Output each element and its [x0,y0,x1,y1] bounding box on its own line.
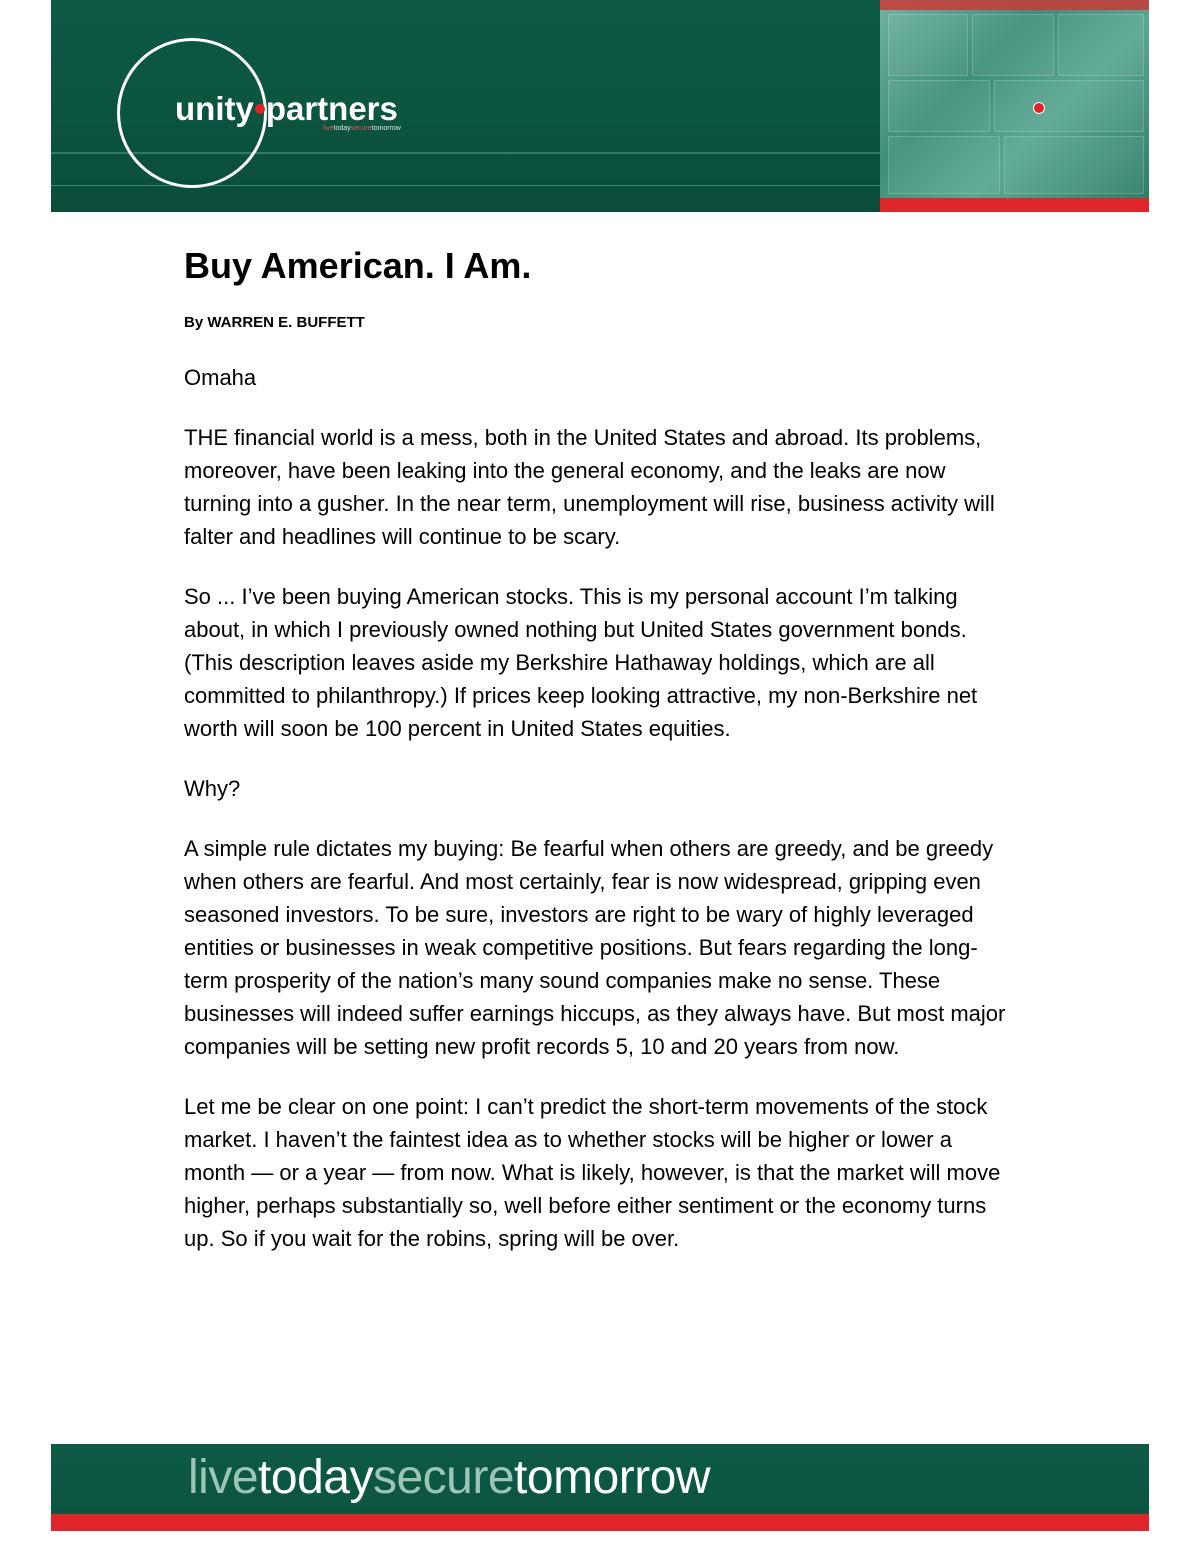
logo-tagline [323,125,401,132]
photo-tile [888,14,968,76]
header-banner [51,0,1149,212]
photo-tile [1004,136,1144,194]
logo-tagline-secure: secure [350,125,372,132]
article-paragraph: A simple rule dictates my buying: Be fearful when others are greedy, and be greedy when others are fearful. And most certainly, fear is now widespread, gripping even seasoned investors. To be sure, investors are right to be wary of highly leveraged entities or businesses in weak competitive positions. But fears regarding the long-term prosperity of the nation’s many sound companies make no sense. These businesses will indeed suffer earnings hiccups, as they always have. But most major companies will be setting new profit records 5, 10 and 20 years from now. [184,836,1006,1059]
footer-tagline-tomorrow: tomorrow [514,1451,711,1504]
article-title: Buy American. I Am. [184,245,532,286]
article-paragraph: THE financial world is a mess, both in the United States and abroad. Its problems, moreover, have been leaking into the general economy, and the leaks are now turning into a gusher. In the near term, unemployment will rise, business activity will falter and headlines will continue to be scary. [184,425,995,549]
logo-tagline-today: today [333,125,351,132]
logo-wordmark [175,90,398,128]
article-paragraph: Why? [184,776,241,801]
logo-tagline-live: live [323,125,334,132]
photo-tile [972,14,1054,76]
logo-dot-icon [255,104,265,114]
photo-tile [888,136,1000,194]
article-byline: By WARREN E. BUFFETT [184,314,365,331]
logo-tagline-tomorrow: tomorrow [371,125,401,132]
footer-tagline [188,1448,710,1508]
footer-tagline-today: today [258,1451,373,1504]
photo-bottom-accent [880,198,1149,212]
logo-word-unity: unity [175,90,254,127]
photo-tile [888,80,990,132]
article-paragraph: Let me be clear on one point: I can’t predict the short-term movements of the stock market. I haven’t the faintest idea as to whether stocks will be higher or lower a month — or a year — from now. What is likely, however, is that the market will move higher, perhaps substantially so, well before either sentiment or the economy turns up. So if you wait for the robins, spring will be over. [184,1094,1001,1251]
article-paragraph: So ... I’ve been buying American stocks. This is my personal account I’m talking about, in which I previously owned nothing but United States government bonds. (This description leaves aside my Berkshire Hathaway holdings, which are all committed to philanthropy.) If prices keep looking attractive, my non-Berkshire net worth will soon be 100 percent in United States equities. [184,584,978,741]
article-dateline: Omaha [184,365,257,390]
photo-red-dot-icon [1033,102,1045,114]
footer-banner [51,1444,1149,1531]
footer-tagline-live: live [188,1451,259,1504]
logo-word-partners: partners [265,90,398,127]
photo-tile [1058,14,1144,76]
article [184,244,1014,1282]
footer-tagline-secure: secure [372,1451,515,1504]
footer-red-strip [51,1514,1149,1531]
photo-top-accent [880,0,1149,10]
photo-tile [994,80,1144,132]
header-photo-collage [880,0,1149,212]
